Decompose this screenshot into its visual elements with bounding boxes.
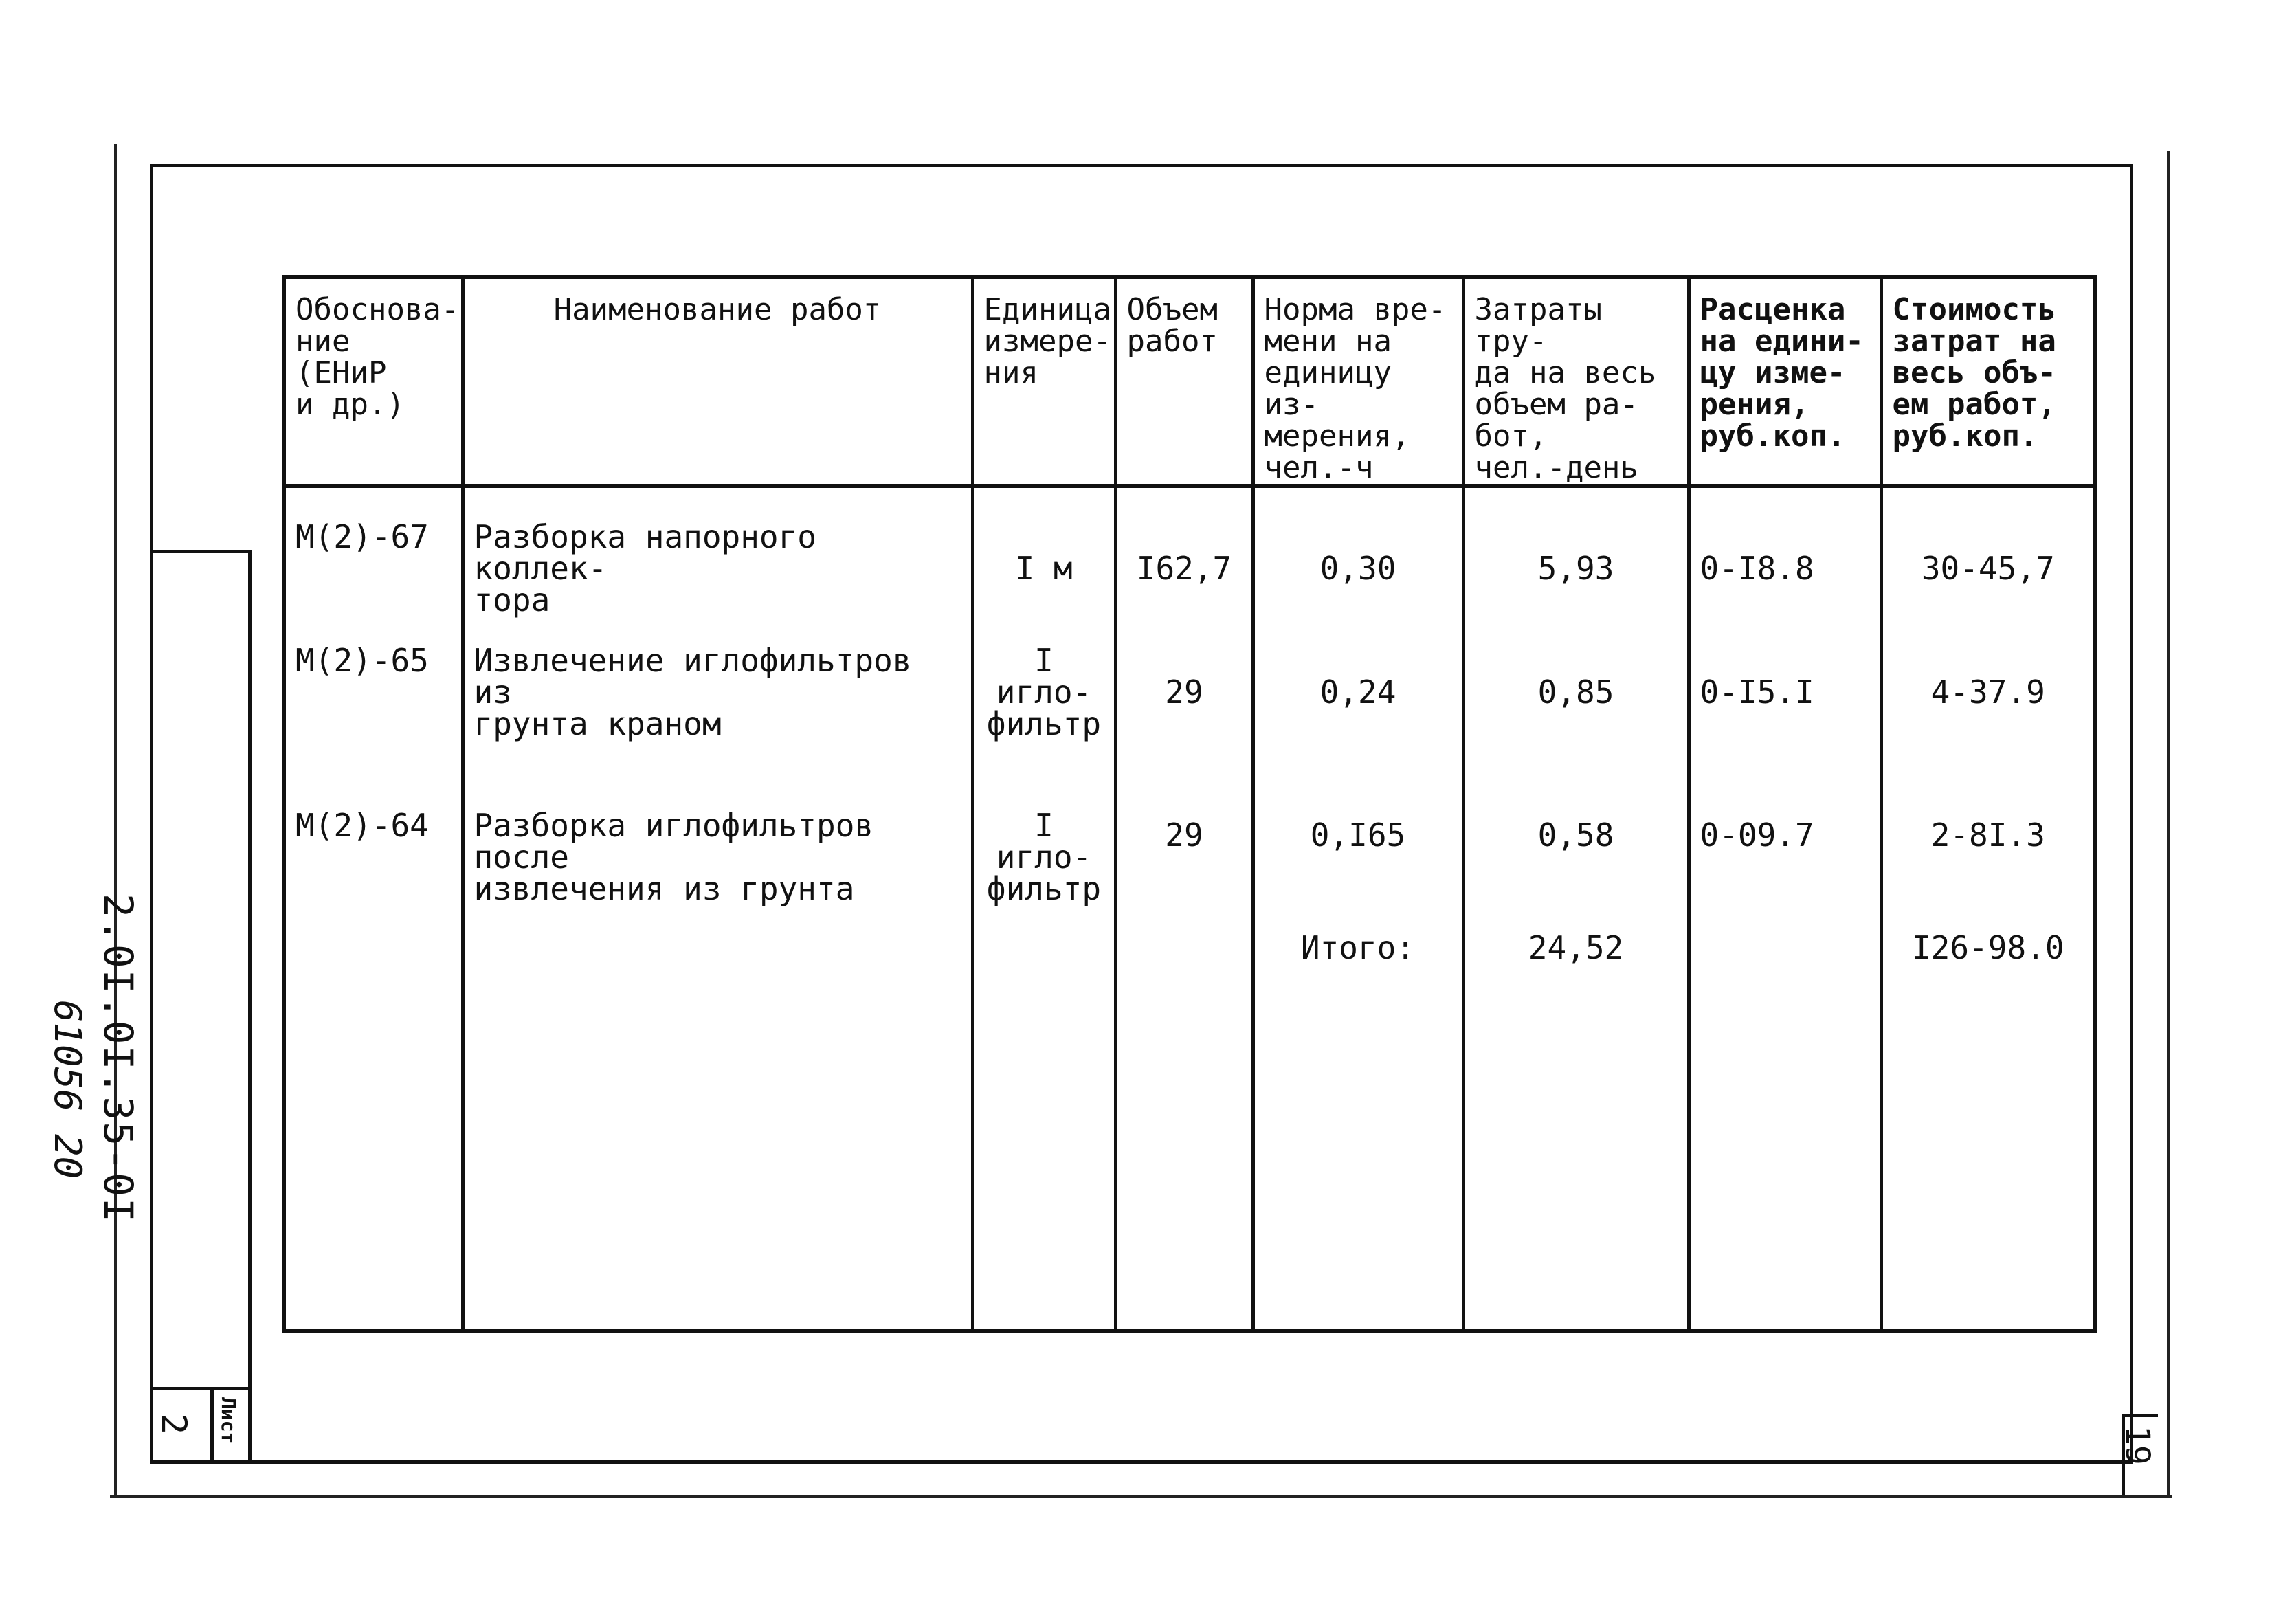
cell-work-name: Разборка иглофильтров после извлечения из грунта xyxy=(463,793,972,922)
cell-work-name: Извлечение иглофильтров из грунта краном xyxy=(463,628,972,793)
cell-volume: 29 xyxy=(1115,793,1253,922)
table-row xyxy=(284,628,2095,793)
cell-basis: М(2)-65 xyxy=(284,628,463,793)
cell-unit: I м xyxy=(972,486,1115,628)
works-table xyxy=(282,275,2097,1333)
header-total-cost: Стоимость затрат на весь объ- ем работ, руб.коп. xyxy=(1881,277,2095,486)
cell-time-norm: 0,24 xyxy=(1253,628,1463,793)
page-number: 19 xyxy=(2118,1425,2157,1465)
cell-unit: I игло- фильтр xyxy=(972,628,1115,793)
side-title-block xyxy=(150,550,252,1464)
archive-stamp: 61056 20 xyxy=(46,1000,89,1179)
header-unit-rate: Расценка на едини- цу изме- рения, руб.коп. xyxy=(1689,277,1881,486)
outer-right-border-line xyxy=(2167,151,2170,1498)
cell-basis: М(2)-64 xyxy=(284,793,463,922)
cell-unit-rate: 0-09.7 xyxy=(1689,793,1881,922)
header-time-norm: Норма вре- мени на единицу из- мерения, чел.-ч xyxy=(1253,277,1463,486)
outer-left-border-line xyxy=(114,144,117,1498)
sheet-number: 2 xyxy=(154,1413,194,1435)
cell-unit: I игло- фильтр xyxy=(972,793,1115,922)
cell-work-name: Разборка напорного коллек- тора xyxy=(463,486,972,628)
cell-time-norm: 0,I65 xyxy=(1253,793,1463,922)
header-work-name: Наименование работ xyxy=(463,277,972,486)
cell-volume: I62,7 xyxy=(1115,486,1253,628)
header-volume: Объем работ xyxy=(1115,277,1253,486)
cell-labor-costs: 5,93 xyxy=(1463,486,1689,628)
sheet-label: Лист xyxy=(217,1397,240,1444)
header-basis: Обоснова- ние (ЕНиР и др.) xyxy=(284,277,463,486)
page-number-box xyxy=(2118,1414,2158,1495)
total-row xyxy=(284,922,2095,1331)
table-row xyxy=(284,793,2095,922)
total-cost: I26-98.0 xyxy=(1881,922,2095,1331)
cell-total-cost: 4-37.9 xyxy=(1881,628,2095,793)
cell-total-cost: 2-8I.3 xyxy=(1881,793,2095,922)
cell-labor-costs: 0,85 xyxy=(1463,628,1689,793)
sheet-label-cell xyxy=(210,1390,248,1464)
table-row xyxy=(284,486,2095,628)
cell-basis: М(2)-67 xyxy=(284,486,463,628)
cell-volume: 29 xyxy=(1115,628,1253,793)
cell-total-cost: 30-45,7 xyxy=(1881,486,2095,628)
sheet-box xyxy=(150,1387,252,1464)
cell-unit-rate: 0-I5.I xyxy=(1689,628,1881,793)
header-row xyxy=(284,277,2095,486)
outer-bottom-border-line xyxy=(110,1495,2172,1498)
cell-time-norm: 0,30 xyxy=(1253,486,1463,628)
cell-labor-costs: 0,58 xyxy=(1463,793,1689,922)
header-labor-costs: Затраты тру- да на весь объем ра- бот, чел.-день xyxy=(1463,277,1689,486)
document-code: 2.0I.0I.35-0I xyxy=(95,893,142,1223)
total-labor-costs: 24,52 xyxy=(1463,922,1689,1331)
total-label: Итого: xyxy=(1253,922,1463,1331)
cell-unit-rate: 0-I8.8 xyxy=(1689,486,1881,628)
header-unit: Единица измере- ния xyxy=(972,277,1115,486)
